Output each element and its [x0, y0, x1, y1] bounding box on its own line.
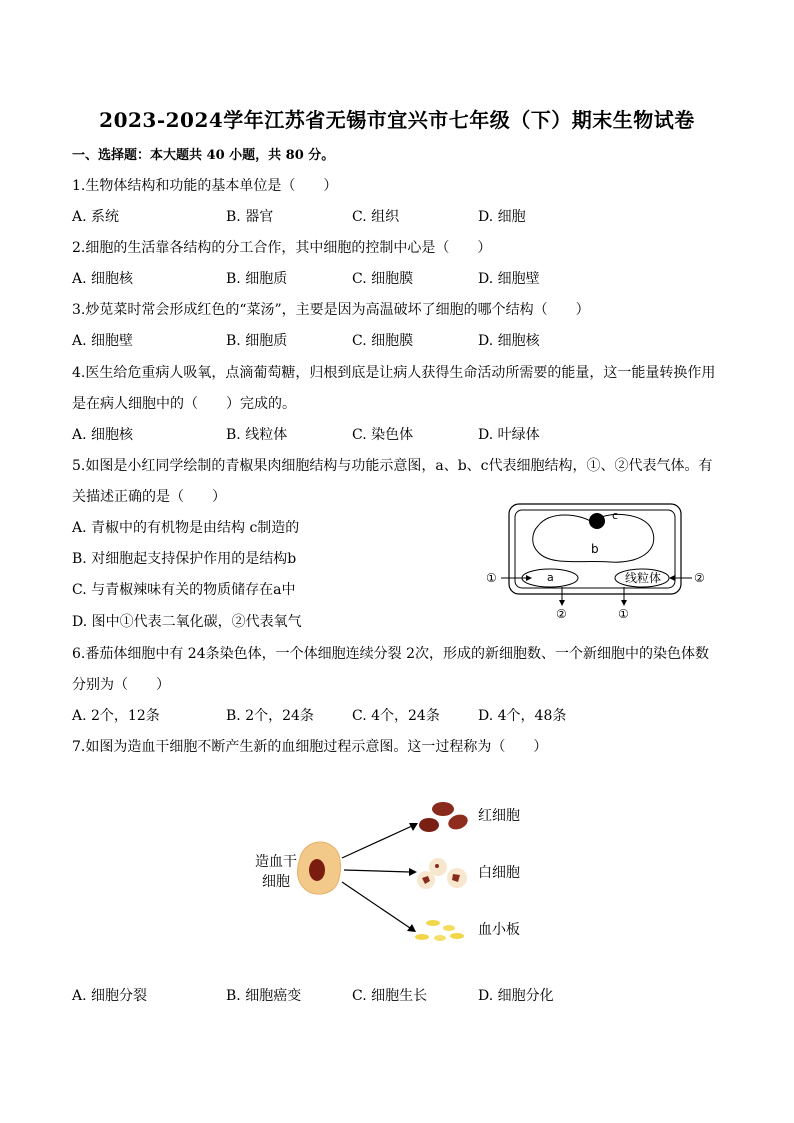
- cell-structure-diagram: [480, 500, 720, 625]
- rbc-label: 红细胞: [478, 808, 520, 824]
- platelet-label: 血小板: [478, 922, 520, 938]
- platelet: [450, 933, 464, 939]
- question-6-stem-line2: 分别为（ ）: [72, 677, 170, 693]
- q1-option-c: C. 组织: [352, 209, 400, 225]
- gas-out-mito: ①: [618, 607, 629, 621]
- q4-option-a: A. 细胞核: [72, 427, 134, 443]
- wbc-nucleus: [435, 864, 439, 868]
- blood-cell-diagram: [250, 790, 550, 960]
- arrow-to-rbc: [342, 826, 412, 858]
- q3-option-c: C. 细胞膜: [352, 333, 414, 349]
- q2-option-b: B. 细胞质: [226, 271, 288, 287]
- q1-option-b: B. 器官: [226, 209, 274, 225]
- gas-out-a: ②: [556, 607, 567, 621]
- q5-option-b: B. 对细胞起支持保护作用的是结构b: [72, 551, 297, 567]
- platelet: [443, 925, 455, 931]
- stem-cell-label-2: 细胞: [262, 874, 290, 890]
- gas-in-right: ②: [694, 571, 705, 585]
- q4-option-d: D. 叶绿体: [478, 427, 540, 443]
- q2-option-a: A. 细胞核: [72, 271, 134, 287]
- question-6-stem-line1: 6.番茄体细胞中有 24条染色体，一个体细胞连续分裂 2次，形成的新细胞数、一个新细胞中的染色体数: [72, 646, 709, 662]
- q7-option-a: A. 细胞分裂: [72, 988, 148, 1004]
- arrowhead: [621, 600, 627, 606]
- arrowhead: [409, 868, 417, 876]
- mitochondrion-label: 线粒体: [625, 571, 662, 585]
- arrowhead: [669, 575, 675, 581]
- question-2-stem: 2.细胞的生活靠各结构的分工合作，其中细胞的控制中心是（ ）: [72, 240, 492, 256]
- arrowhead: [559, 600, 565, 606]
- question-5-stem-line1: 5.如图是小红同学绘制的青椒果肉细胞结构与功能示意图，a、b、c代表细胞结构，①、②代表气体。有: [72, 458, 713, 474]
- question-3-stem: 3.炒苋菜时常会形成红色的“菜汤”，主要是因为高温破坏了细胞的哪个结构（ ）: [72, 302, 590, 318]
- q4-option-c: C. 染色体: [352, 427, 414, 443]
- question-4-stem-line1: 4.医生给危重病人吸氧，点滴葡萄糖，归根到底是让病人获得生命活动所需要的能量，这一能量转换作用: [72, 365, 716, 381]
- arrowhead: [407, 924, 416, 932]
- q7-option-c: C. 细胞生长: [352, 988, 428, 1004]
- arrowhead: [526, 575, 532, 581]
- q7-option-d: D. 细胞分化: [478, 988, 554, 1004]
- question-4-stem-line2: 是在病人细胞中的（ ）完成的。: [72, 396, 296, 412]
- platelet: [434, 935, 446, 941]
- q7-option-b: B. 细胞癌变: [226, 988, 302, 1004]
- q2-option-c: C. 细胞膜: [352, 271, 414, 287]
- q3-option-d: D. 细胞核: [478, 333, 540, 349]
- q6-option-b: B. 2个，24条: [226, 708, 314, 724]
- q2-option-d: D. 细胞壁: [478, 271, 540, 287]
- red-blood-cell: [419, 818, 439, 832]
- q1-option-a: A. 系统: [72, 209, 120, 225]
- platelet: [415, 934, 429, 940]
- red-blood-cell: [432, 802, 454, 816]
- nucleus-c: [589, 513, 605, 529]
- q6-option-a: A. 2个，12条: [72, 708, 160, 724]
- q6-option-c: C. 4个，24条: [352, 708, 440, 724]
- page-title: 2023-2024学年江苏省无锡市宜兴市七年级（下）期末生物试卷: [99, 108, 695, 132]
- wbc-label: 白细胞: [478, 865, 520, 881]
- stem-cell-label-1: 造血干: [255, 854, 297, 870]
- red-blood-cell: [446, 812, 470, 832]
- platelet: [426, 920, 440, 926]
- q4-option-b: B. 线粒体: [226, 427, 288, 443]
- question-5-stem-line2: 关描述正确的是（ ）: [72, 489, 226, 505]
- gas-in-left: ①: [486, 571, 497, 585]
- label-b: b: [591, 542, 599, 556]
- stem-cell-nucleus: [309, 859, 325, 881]
- q1-option-d: D. 细胞: [478, 209, 526, 225]
- q5-option-d: D. 图中①代表二氧化碳，②代表氧气: [72, 614, 302, 630]
- arrow-to-platelet: [342, 882, 410, 928]
- question-7-stem: 7.如图为造血干细胞不断产生新的血细胞过程示意图。这一过程称为（ ）: [72, 739, 548, 755]
- label-a: a: [547, 571, 554, 584]
- section-heading: 一、选择题：本大题共 40 小题，共 80 分。: [72, 148, 335, 163]
- q5-option-c: C. 与青椒辣味有关的物质储存在a中: [72, 582, 296, 598]
- arrow-to-wbc: [344, 870, 410, 872]
- q3-option-b: B. 细胞质: [226, 333, 288, 349]
- label-c: c: [612, 509, 619, 522]
- q5-option-a: A. 青椒中的有机物是由结构 c制造的: [72, 520, 300, 536]
- q3-option-a: A. 细胞壁: [72, 333, 134, 349]
- q6-option-d: D. 4个，48条: [478, 708, 567, 724]
- question-1-stem: 1.生物体结构和功能的基本单位是（ ）: [72, 178, 338, 194]
